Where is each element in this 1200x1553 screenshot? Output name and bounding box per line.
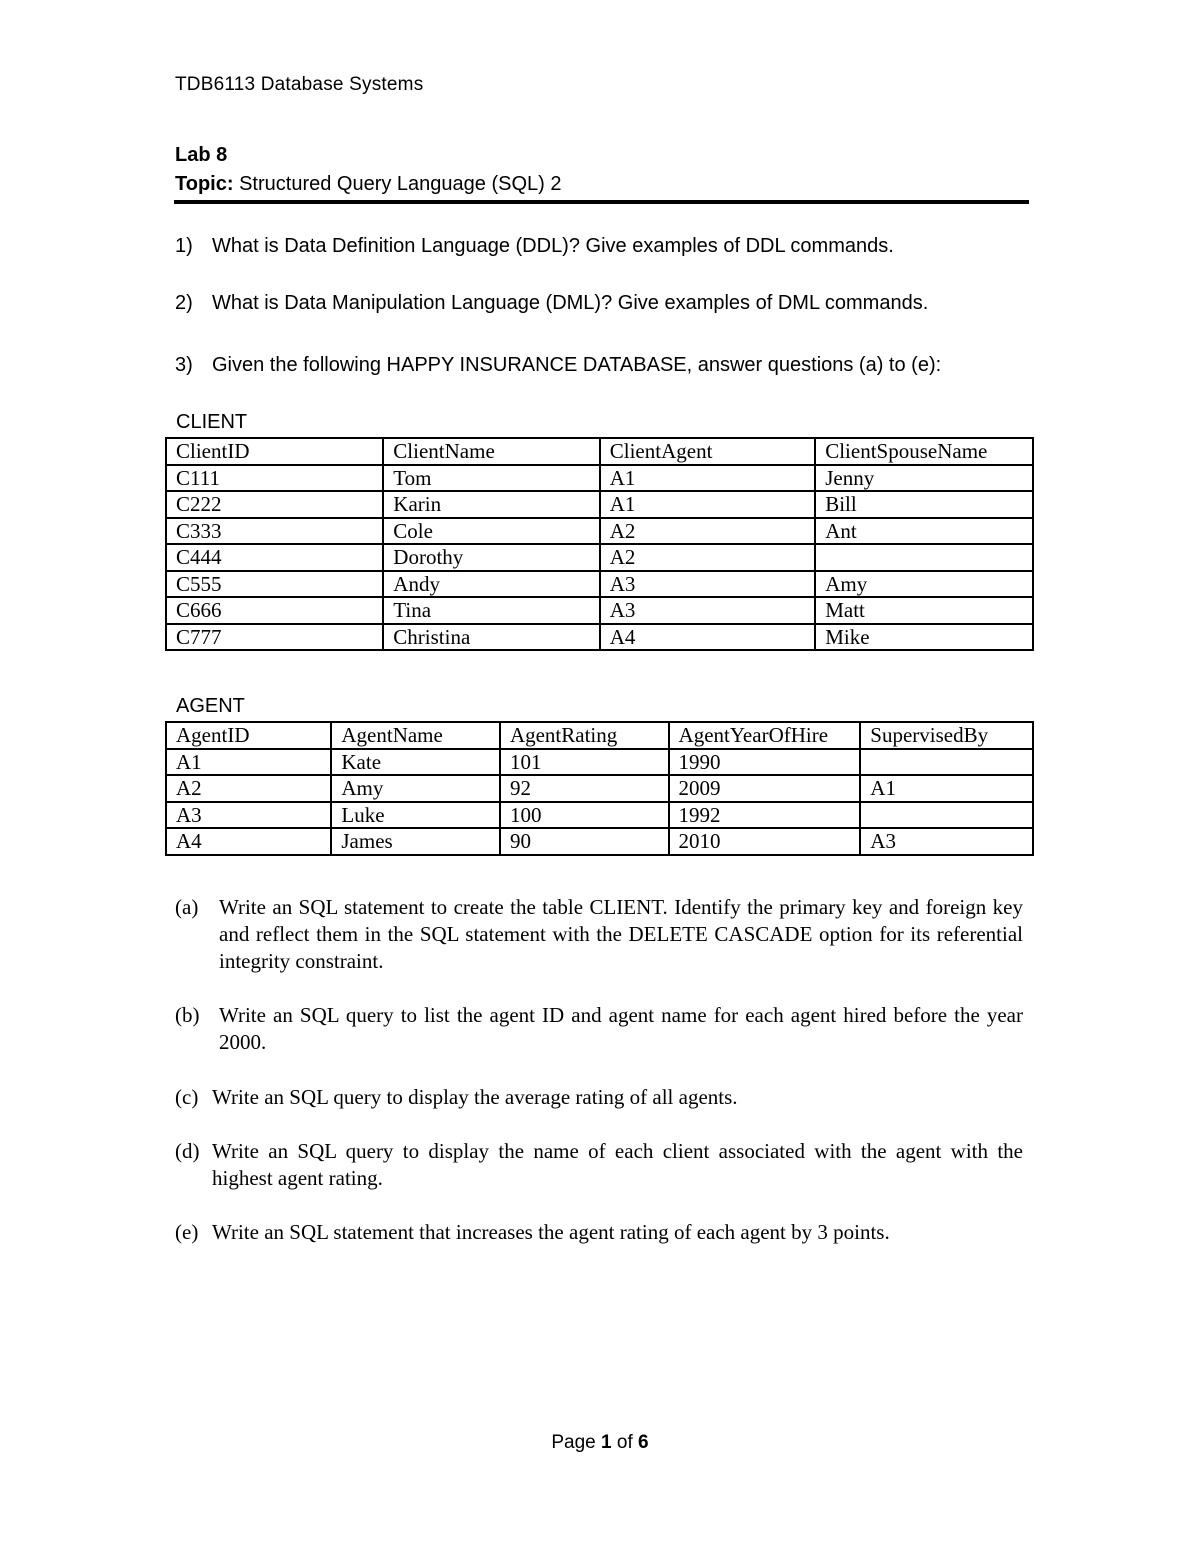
column-header: AgentRating — [500, 722, 669, 749]
table-header-row — [166, 722, 1033, 749]
table-cell: A2 — [166, 775, 331, 802]
table-row — [166, 624, 1033, 651]
subquestion-c — [175, 1084, 1023, 1111]
table-row — [166, 491, 1033, 518]
table-cell: Matt — [815, 597, 1033, 624]
table-cell: A2 — [600, 544, 815, 571]
table-cell: 90 — [500, 828, 669, 855]
table-cell — [815, 544, 1033, 571]
column-header: SupervisedBy — [860, 722, 1033, 749]
table-cell: Cole — [383, 518, 599, 545]
table-cell: A2 — [600, 518, 815, 545]
table-cell: A1 — [600, 491, 815, 518]
table-cell: 101 — [500, 749, 669, 776]
client-table — [165, 437, 1034, 651]
question-text: Given the following HAPPY INSURANCE DATABASE, answer questions (a) to (e): — [212, 354, 942, 376]
table-cell: A1 — [600, 465, 815, 492]
table-cell — [860, 749, 1033, 776]
question-number: 3) — [175, 354, 193, 376]
column-header: AgentName — [331, 722, 500, 749]
subquestion-text: Write an SQL query to list the agent ID and agent name for each agent hired before the year 2000. — [219, 1003, 1023, 1054]
table-cell: A3 — [600, 597, 815, 624]
table-row — [166, 828, 1033, 855]
column-header: ClientAgent — [600, 438, 815, 465]
table-cell: Karin — [383, 491, 599, 518]
question-2 — [175, 292, 928, 315]
table-cell: A3 — [166, 802, 331, 829]
question-number: 1) — [175, 235, 193, 257]
subquestion-b — [175, 1002, 1023, 1056]
agent-table-caption: AGENT — [176, 695, 245, 717]
column-header: AgentID — [166, 722, 331, 749]
table-cell: Dorothy — [383, 544, 599, 571]
table-cell: Tina — [383, 597, 599, 624]
table-cell: 1990 — [669, 749, 861, 776]
table-row — [166, 465, 1033, 492]
table-row — [166, 597, 1033, 624]
table-cell: Tom — [383, 465, 599, 492]
question-1 — [175, 235, 894, 258]
page-number: 1 — [601, 1432, 612, 1453]
table-cell: Andy — [383, 571, 599, 598]
page-word: Page — [551, 1432, 596, 1453]
subquestion-text: Write an SQL statement to create the table CLIENT. Identify the primary key and foreign key and reflect them in the SQL statement with the DELETE CASCADE option for its referential integrity constraint. — [219, 895, 1023, 973]
column-header: AgentYearOfHire — [669, 722, 861, 749]
table-row — [166, 518, 1033, 545]
subquestion-text: Write an SQL statement that increases the agent rating of each agent by 3 points. — [212, 1220, 890, 1244]
table-cell: A1 — [860, 775, 1033, 802]
table-cell: C777 — [166, 624, 383, 651]
question-3 — [175, 354, 941, 377]
table-cell: 1992 — [669, 802, 861, 829]
table-cell: Kate — [331, 749, 500, 776]
lab-title: Lab 8 — [175, 144, 228, 166]
table-cell: 2010 — [669, 828, 861, 855]
subquestion-d — [175, 1138, 1023, 1192]
topic-text: Structured Query Language (SQL) 2 — [239, 173, 562, 195]
subquestion-key: (b) — [175, 1003, 200, 1027]
table-cell: James — [331, 828, 500, 855]
subquestion-key: (d) — [175, 1139, 200, 1163]
table-cell: Christina — [383, 624, 599, 651]
question-number: 2) — [175, 292, 193, 314]
table-row — [166, 544, 1033, 571]
column-header: ClientID — [166, 438, 383, 465]
topic-label: Topic: — [175, 173, 234, 195]
table-cell: Ant — [815, 518, 1033, 545]
table-cell: 2009 — [669, 775, 861, 802]
table-cell: C444 — [166, 544, 383, 571]
table-cell: C666 — [166, 597, 383, 624]
title-divider — [174, 200, 1029, 204]
table-cell: A4 — [166, 828, 331, 855]
table-cell: C222 — [166, 491, 383, 518]
table-cell: Amy — [815, 571, 1033, 598]
topic-line — [175, 173, 561, 196]
page-footer — [0, 1432, 1200, 1454]
question-text: What is Data Definition Language (DDL)? Give examples of DDL commands. — [212, 235, 894, 257]
column-header: ClientName — [383, 438, 599, 465]
table-header-row — [166, 438, 1033, 465]
column-header: ClientSpouseName — [815, 438, 1033, 465]
table-cell: A4 — [600, 624, 815, 651]
subquestion-key: (e) — [175, 1220, 199, 1244]
document-header: TDB6113 Database Systems — [175, 74, 424, 95]
table-cell: Bill — [815, 491, 1033, 518]
table-cell: Amy — [331, 775, 500, 802]
table-row — [166, 802, 1033, 829]
subquestion-key: (c) — [175, 1085, 199, 1109]
subquestion-text: Write an SQL query to display the name of each client associated with the agent with the highest agent rating. — [212, 1139, 1023, 1190]
table-row — [166, 775, 1033, 802]
table-cell: Mike — [815, 624, 1033, 651]
table-cell: C555 — [166, 571, 383, 598]
subquestion-e — [175, 1219, 1023, 1246]
table-cell: A1 — [166, 749, 331, 776]
subquestion-a — [175, 894, 1023, 975]
table-cell: C111 — [166, 465, 383, 492]
table-row — [166, 749, 1033, 776]
table-cell: A3 — [860, 828, 1033, 855]
client-table-caption: CLIENT — [176, 411, 248, 433]
question-text: What is Data Manipulation Language (DML)? Give examples of DML commands. — [212, 292, 929, 314]
total-pages: 6 — [638, 1432, 649, 1453]
table-cell: 100 — [500, 802, 669, 829]
table-cell: 92 — [500, 775, 669, 802]
table-cell: A3 — [600, 571, 815, 598]
subquestion-key: (a) — [175, 895, 199, 919]
table-cell: Luke — [331, 802, 500, 829]
table-row — [166, 571, 1033, 598]
table-cell — [860, 802, 1033, 829]
table-cell: Jenny — [815, 465, 1033, 492]
table-cell: C333 — [166, 518, 383, 545]
subquestion-text: Write an SQL query to display the average rating of all agents. — [212, 1085, 738, 1109]
of-word: of — [616, 1432, 633, 1453]
agent-table — [165, 721, 1034, 856]
